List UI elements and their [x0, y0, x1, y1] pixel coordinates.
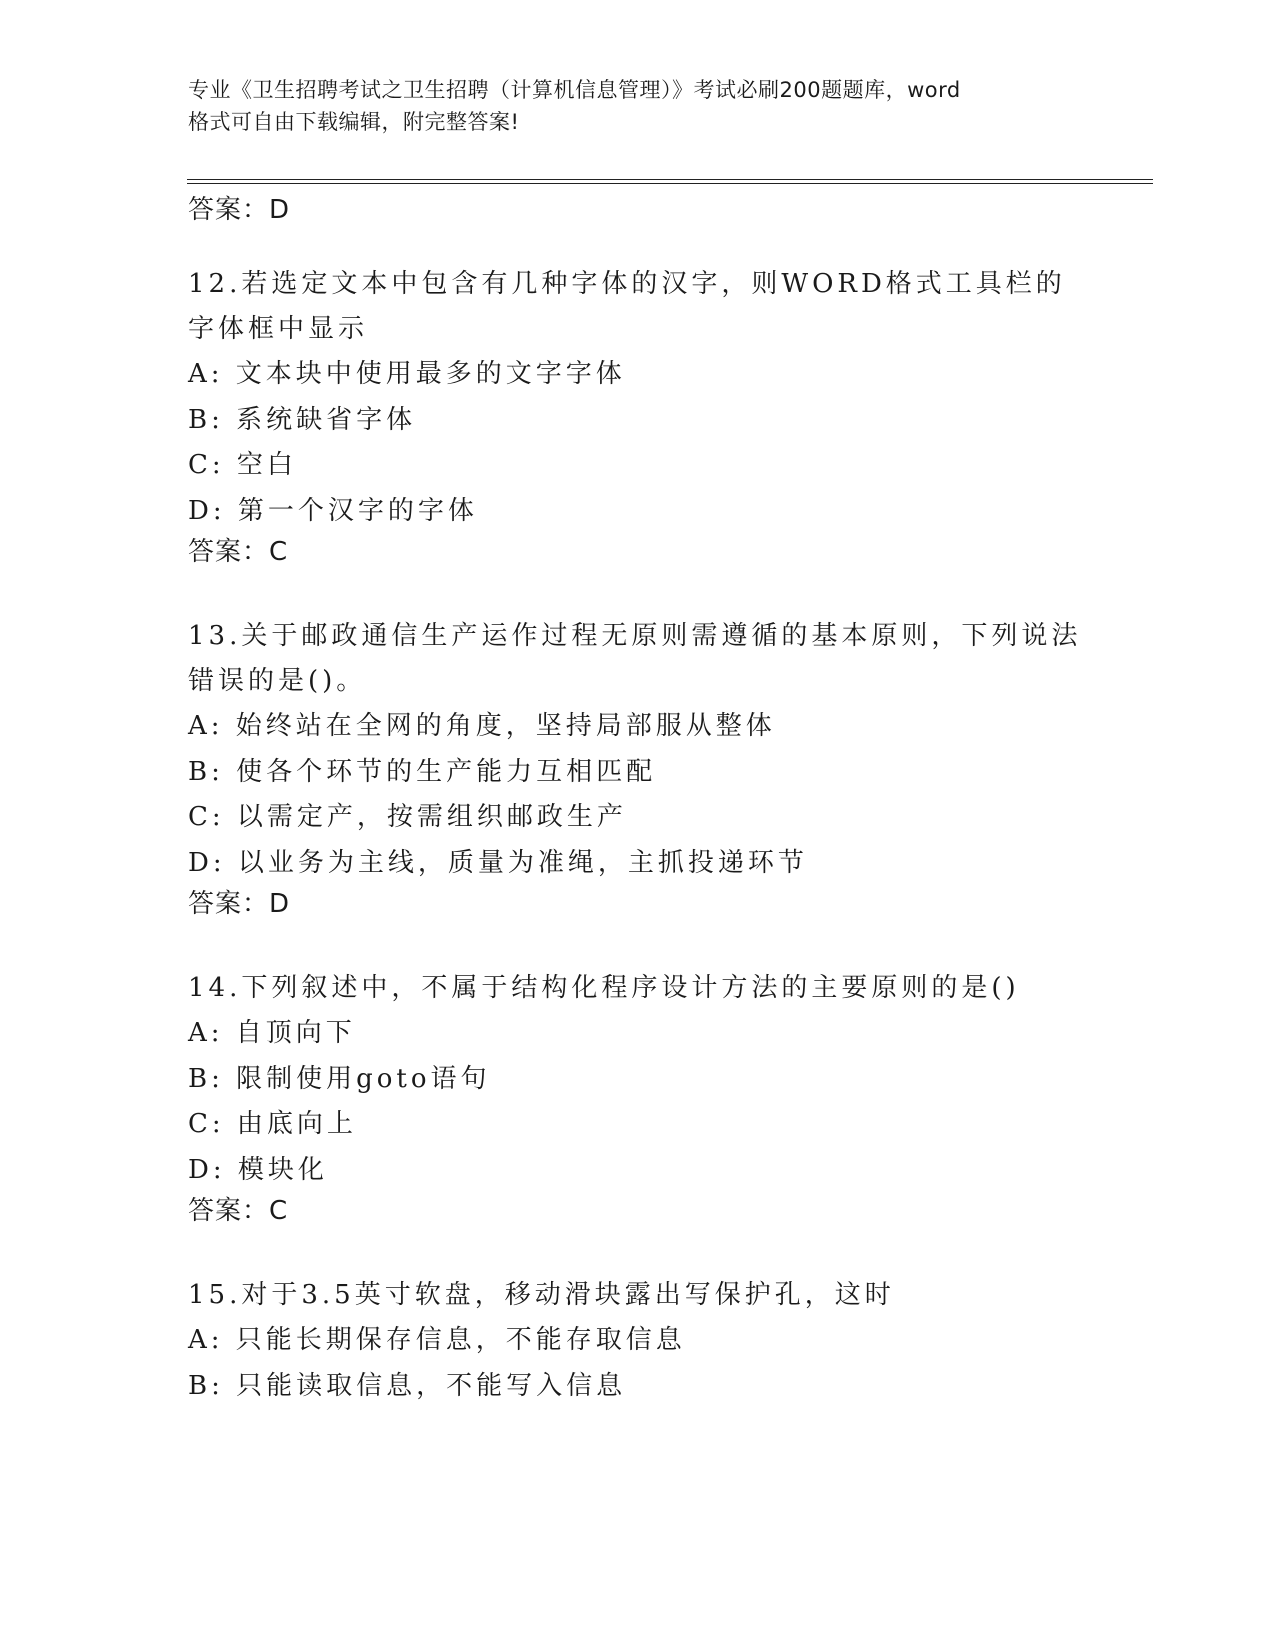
option-b: B: 只能读取信息，不能写入信息	[188, 1370, 627, 1401]
option-a: A: 只能长期保存信息，不能存取信息	[188, 1325, 686, 1355]
question-stem: 14.下列叙述中，不属于结构化程序设计方法的主要原则的是()	[188, 973, 1020, 1003]
option-c: C: 由底向上	[188, 1109, 357, 1139]
option-d: D: 以业务为主线，质量为准绳，主抓投递环节	[188, 847, 808, 878]
question-stem: 15.对于3.5英寸软盘，移动滑块露出写保护孔，这时	[188, 1280, 895, 1310]
header-rule-top	[187, 179, 1153, 180]
answer-label: 答案：C	[188, 537, 289, 567]
option-b: B: 系统缺省字体	[188, 404, 417, 435]
option-b: B: 使各个环节的生产能力互相匹配	[188, 756, 657, 787]
option-c: C: 以需定产，按需组织邮政生产	[188, 802, 627, 832]
option-a: A: 文本块中使用最多的文字字体	[188, 359, 626, 389]
option-c: C: 空白	[188, 450, 297, 480]
question-block	[188, 1273, 1088, 1409]
option-a: A: 始终站在全网的角度，坚持局部服从整体	[188, 711, 776, 741]
option-b: B: 限制使用goto语句	[188, 1063, 491, 1094]
header-rule-bottom	[187, 183, 1153, 184]
option-a: A: 自顶向下	[188, 1018, 356, 1048]
answer-label: 答案：D	[188, 889, 291, 919]
question-stem: 13.关于邮政通信生产运作过程无原则需遵循的基本原则，下列说法错误的是()。	[188, 621, 1082, 696]
option-d: D: 第一个汉字的字体	[188, 495, 478, 526]
answer-label: 答案：D	[188, 195, 291, 225]
question-block	[188, 262, 1088, 570]
header-line-1: 专业《卫生招聘考试之卫生招聘（计算机信息管理）》考试必刷200题题库，word	[188, 78, 961, 102]
document-header	[188, 74, 1088, 138]
question-list	[188, 192, 1088, 1409]
header-line-2: 格式可自由下载编辑，附完整答案!	[188, 110, 520, 134]
question-block	[188, 614, 1088, 922]
question-block	[188, 966, 1088, 1229]
answer-label: 答案：C	[188, 1196, 289, 1226]
question-stem: 12.若选定文本中包含有几种字体的汉字，则WORD格式工具栏的字体框中显示	[188, 269, 1066, 344]
option-d: D: 模块化	[188, 1154, 328, 1185]
